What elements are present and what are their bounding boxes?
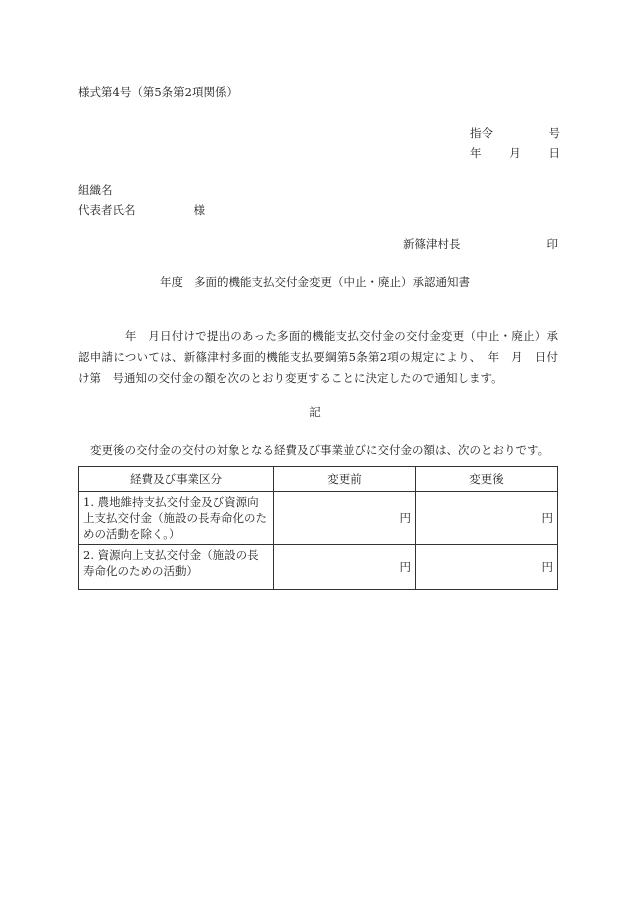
row-before: 円 bbox=[274, 492, 416, 545]
row-before: 円 bbox=[274, 545, 416, 590]
body-text: 年 月日付けで提出のあった多面的機能支払交付金の交付金変更（中止・廃止）承認申請については、新篠津村多面的機能支払要綱第5条第2項の規定により、 年 月 日付け第 号通知の交付金の額を次のとおり変更することに決定したので通知します。 bbox=[78, 329, 558, 385]
representative-label: 代表者氏名 bbox=[78, 203, 136, 217]
org-name-label: 組織名 bbox=[78, 183, 113, 197]
table-header-row bbox=[79, 467, 558, 492]
row-category: 1. 農地維持支払交付金及び資源向上支払交付金（施設の長寿命化のための活動を除く。） bbox=[79, 492, 274, 545]
honorific: 様 bbox=[193, 203, 205, 217]
reference-number-line bbox=[470, 123, 560, 143]
date-day: 日 bbox=[548, 146, 560, 160]
reference-label: 指令 bbox=[470, 126, 493, 140]
date-month: 月 bbox=[509, 146, 521, 160]
table-row bbox=[79, 545, 558, 590]
form-number: 様式第4号（第5条第2項関係） bbox=[78, 85, 238, 99]
issuer-name: 新篠津村長 bbox=[403, 237, 461, 251]
table-row bbox=[79, 492, 558, 545]
title-text: 多面的機能支払交付金変更（中止・廃止）承認通知書 bbox=[193, 275, 470, 289]
recipient-block bbox=[78, 180, 205, 220]
intro-text: 変更後の交付金の交付の対象となる経費及び事業並びに交付金の額は、次のとおりです。 bbox=[90, 443, 550, 457]
header-after: 変更後 bbox=[416, 467, 558, 492]
document-title bbox=[0, 274, 630, 290]
reference-block bbox=[470, 123, 560, 163]
reference-suffix: 号 bbox=[548, 126, 560, 140]
body-paragraph bbox=[78, 326, 558, 389]
row-category: 2. 資源向上支払交付金（施設の長寿命化のための活動） bbox=[79, 545, 274, 590]
row-after: 円 bbox=[416, 492, 558, 545]
header-category: 経費及び事業区分 bbox=[79, 467, 274, 492]
budget-table bbox=[78, 466, 558, 590]
title-year: 年度 bbox=[160, 275, 184, 289]
ki-heading: 記 bbox=[309, 405, 321, 419]
header-before: 変更前 bbox=[274, 467, 416, 492]
row-after: 円 bbox=[416, 545, 558, 590]
representative-line bbox=[78, 200, 205, 220]
issue-date-line bbox=[470, 143, 560, 163]
issuer-line bbox=[403, 236, 558, 252]
date-year: 年 bbox=[470, 146, 482, 160]
seal-mark: 印 bbox=[546, 237, 558, 251]
